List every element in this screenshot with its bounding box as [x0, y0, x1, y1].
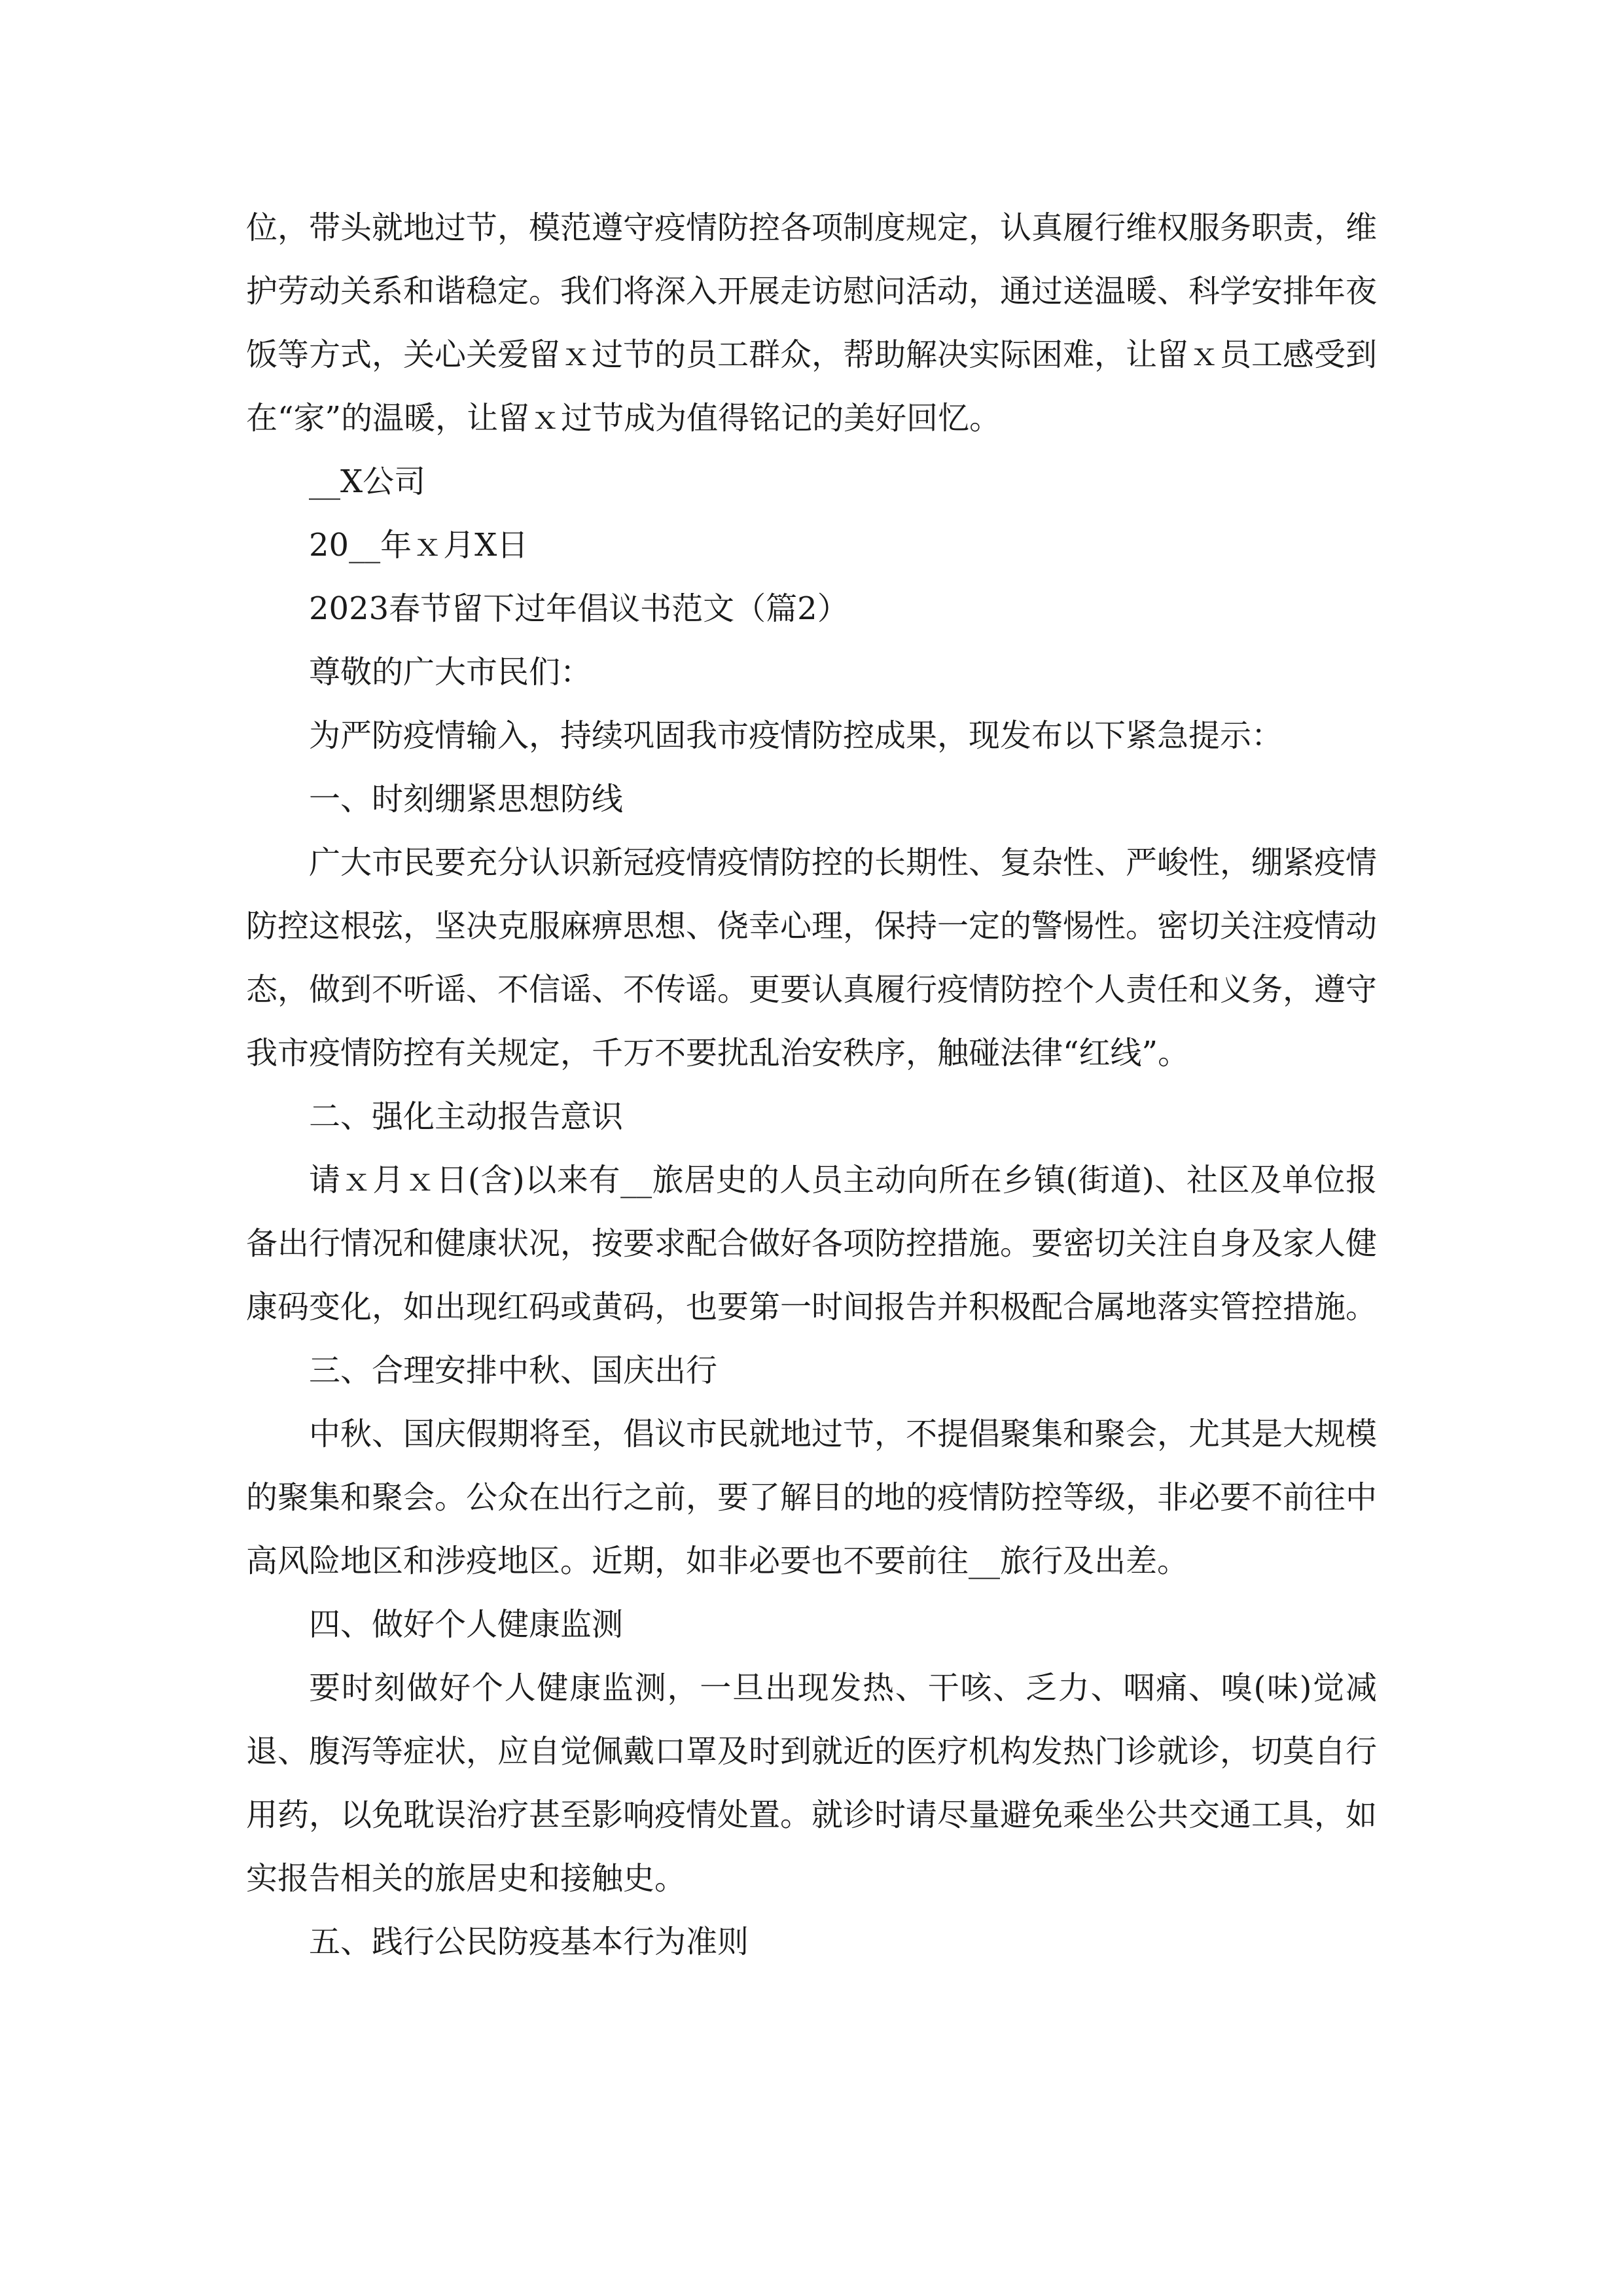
paragraph-1: 广大市民要充分认识新冠疫情疫情防控的长期性、复杂性、严峻性，绷紧疫情防控这根弦，坚决克服麻痹思想、侥幸心理，保持一定的警惕性。密切关注疫情动态，做到不听谣、不信谣、不传谣。更要认真履行疫情防控个人责任和义务，遵守我市疫情防控有关规定，千万不要扰乱治安秩序，触碰法律“红线”。: [246, 844, 1378, 1071]
heading-1: 一、时刻绷紧思想防线: [309, 781, 624, 817]
paragraph-3: 中秋、国庆假期将至，倡议市民就地过节，不提倡聚集和聚会，尤其是大规模的聚集和聚会。公众在出行之前，要了解目的地的疫情防控等级，非必要不前往中高风险地区和涉疫地区。近期，如非必要也不要前往__旅行及出差。: [246, 1416, 1378, 1579]
paragraph-2: 请ｘ月ｘ日(含)以来有__旅居史的人员主动向所在乡镇(街道)、社区及单位报备出行情况和健康状况，按要求配合做好各项防控措施。要密切关注自身及家人健康码变化，如出现红码或黄码，也要第一时间报告并积极配合属地落实管控措施。: [246, 1162, 1378, 1325]
signature-company: __X公司: [309, 463, 426, 500]
signature-date: 20__年ｘ月X日: [309, 527, 529, 564]
salutation: 尊敬的广大市民们：: [309, 654, 592, 691]
intro-paragraph: 为严防疫情输入，持续巩固我市疫情防控成果，现发布以下紧急提示：: [309, 717, 1283, 754]
heading-3: 三、合理安排中秋、国庆出行: [309, 1352, 718, 1389]
document-body: [246, 196, 1377, 1974]
heading-5: 五、践行公民防疫基本行为准则: [309, 1924, 749, 1960]
paragraph-4: 要时刻做好个人健康监测，一旦出现发热、干咳、乏力、咽痛、嗅(味)觉减退、腹泻等症状，应自觉佩戴口罩及时到就近的医疗机构发热门诊就诊，切莫自行用药，以免耽误治疗甚至影响疫情处置。就诊时请尽量避免乘坐公共交通工具，如实报告相关的旅居史和接触史。: [246, 1670, 1378, 1897]
heading-4: 四、做好个人健康监测: [309, 1606, 624, 1643]
section-title: 2023春节留下过年倡议书范文（篇2）: [309, 590, 849, 627]
paragraph-continuation: 位，带头就地过节，模范遵守疫情防控各项制度规定，认真履行维权服务职责，维护劳动关系和谐稳定。我们将深入开展走访慰问活动，通过送温暖、科学安排年夜饭等方式，关心关爱留ｘ过节的员工群众，帮助解决实际困难，让留ｘ员工感受到在“家”的温暖，让留ｘ过节成为值得铭记的美好回忆。: [246, 209, 1378, 437]
heading-2: 二、强化主动报告意识: [309, 1098, 624, 1135]
